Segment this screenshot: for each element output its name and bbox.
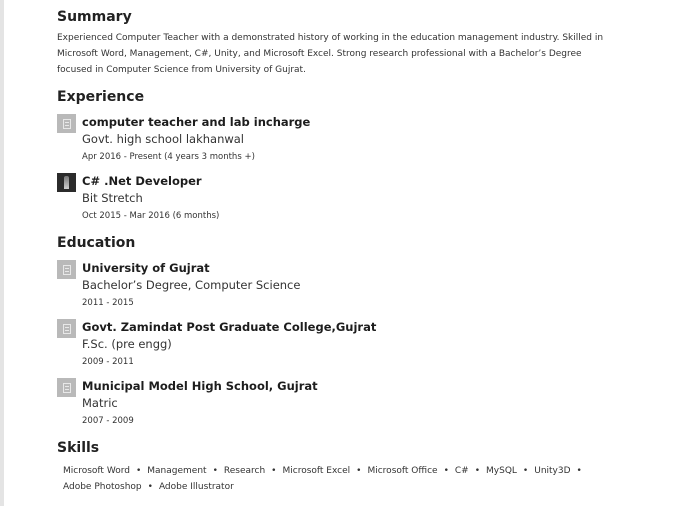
skill-item: C#: [454, 466, 469, 476]
left-border: [0, 0, 4, 506]
bullet-separator: •: [443, 466, 449, 476]
skill-item: Unity3D: [534, 466, 571, 476]
skills-heading: Skills: [57, 440, 100, 456]
employer-name: Govt. high school lakhanwal: [82, 132, 244, 146]
summary-section: [57, 8, 617, 78]
bullet-separator: •: [212, 466, 218, 476]
bullet-separator: •: [522, 466, 529, 476]
skill-item: Management: [147, 466, 207, 476]
summary-heading: Summary: [57, 9, 132, 25]
skill-item: MySQL: [486, 466, 517, 476]
company-logo-icon: [57, 173, 76, 192]
education-entry: [57, 319, 617, 370]
skill-item: Research: [223, 466, 266, 476]
skill-item: Microsoft Excel: [282, 466, 351, 476]
skill-item: Microsoft Office: [367, 466, 438, 476]
job-title: computer teacher and lab incharge: [82, 115, 311, 129]
experience-entry: [57, 114, 617, 165]
bullet-separator: •: [147, 482, 153, 492]
building-icon: [57, 378, 76, 397]
employment-dates: Apr 2016 - Present (4 years 3 months +): [82, 152, 255, 162]
bullet-separator: •: [576, 466, 582, 476]
education-dates: 2009 - 2011: [82, 357, 134, 367]
bullet-separator: •: [356, 466, 362, 476]
education-heading: Education: [57, 235, 136, 251]
building-icon: [57, 260, 76, 279]
resume-content: [57, 0, 617, 495]
degree: Bachelor’s Degree, Computer Science: [82, 278, 301, 292]
experience-section: [57, 88, 617, 224]
school-name: University of Gujrat: [82, 261, 210, 275]
degree: F.Sc. (pre engg): [82, 337, 172, 351]
employer-name: Bit Stretch: [82, 191, 143, 205]
degree: Matric: [82, 396, 118, 410]
education-section: [57, 234, 617, 429]
skill-item: Adobe Photoshop: [63, 482, 142, 492]
building-icon: [57, 114, 76, 133]
education-entry: [57, 260, 617, 311]
skills-list: [57, 463, 603, 495]
building-icon: [57, 319, 76, 338]
skill-item: Microsoft Word: [63, 466, 130, 476]
experience-heading: Experience: [57, 89, 145, 105]
experience-entry: [57, 173, 617, 224]
bullet-separator: •: [135, 466, 142, 476]
bullet-separator: •: [271, 466, 277, 476]
school-name: Govt. Zamindat Post Graduate College,Gujrat: [82, 320, 377, 334]
education-dates: 2011 - 2015: [82, 298, 134, 308]
school-name: Municipal Model High School, Gujrat: [82, 379, 318, 393]
job-title: C# .Net Developer: [82, 174, 202, 188]
skill-item: Adobe Illustrator: [158, 482, 234, 492]
employment-dates: Oct 2015 - Mar 2016 (6 months): [82, 211, 220, 221]
education-dates: 2007 - 2009: [82, 416, 134, 426]
education-entry: [57, 378, 617, 429]
skills-section: [57, 439, 617, 495]
summary-text: Experienced Computer Teacher with a demonstrated history of working in the education management industry. Skilled in Microsoft Word, Management, C#, Unity, and Microsoft Excel. Strong research professional with a Bachelor’s Degree focused in Computer Science from University of Gujrat.: [57, 33, 604, 75]
bullet-separator: •: [474, 466, 481, 476]
